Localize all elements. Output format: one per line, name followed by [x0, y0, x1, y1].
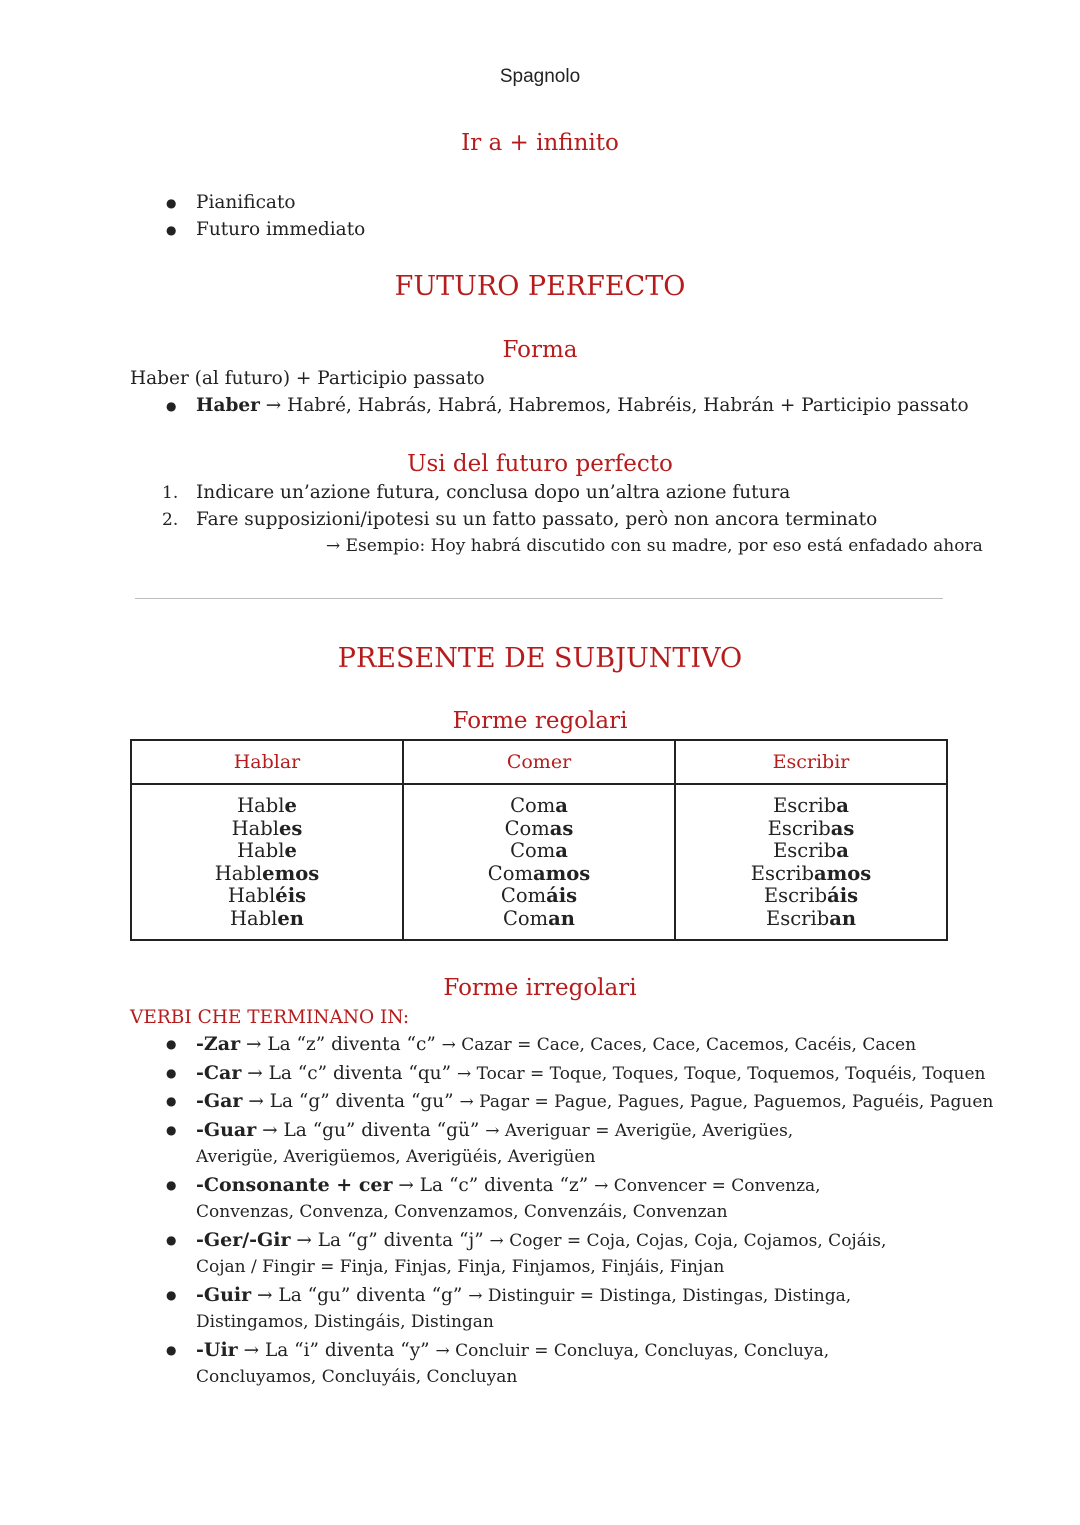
conjugation-form: [404, 840, 674, 863]
list-item: [130, 1117, 836, 1171]
conjugation-form: [676, 795, 946, 818]
list-item-text: Fare supposizioni/ipotesi su un fatto passato, però non ancora terminato: [196, 508, 878, 530]
conjugation-form: [132, 885, 402, 908]
verb-example: → Tocar = Toque, Toques, Toque, Toquemos, Toquéis, Toquen: [456, 1063, 986, 1084]
conjugation-form: [404, 863, 674, 886]
verb-ending: -Zar: [196, 1033, 241, 1055]
table-header-row: [131, 740, 947, 784]
conjugation-form: [404, 885, 674, 908]
ending: as: [549, 816, 574, 840]
stem: Escrib: [767, 816, 831, 840]
ir-a-bullets: [130, 190, 365, 243]
conjugation-form: [676, 885, 946, 908]
ending: an: [548, 906, 575, 930]
column-header-comer: Comer: [403, 740, 675, 784]
column-header-hablar: Hablar: [131, 740, 403, 784]
list-item: [130, 1282, 936, 1336]
comer-forms: [403, 784, 675, 940]
verb-example: → Concluir = Concluya, Concluyas, Concluya, Concluyamos, Concluyáis, Concluyan: [196, 1340, 830, 1387]
list-item: [130, 1031, 1030, 1059]
forme-irregolari-title: Forme irregolari: [443, 975, 637, 1001]
ending: en: [277, 906, 304, 930]
conjugation-table: [130, 739, 948, 941]
stem: Habl: [237, 839, 285, 863]
ir-a-infinito-title: Ir a + infinito: [461, 130, 619, 156]
forme-regolari-title: Forme regolari: [452, 708, 628, 734]
ending: as: [830, 816, 855, 840]
list-item: [130, 1060, 1030, 1088]
presente-subjuntivo-title: PRESENTE DE SUBJUNTIVO: [337, 643, 743, 674]
ending: a: [555, 794, 568, 817]
forma-text: Haber (al futuro) + Participio passato: [130, 368, 485, 389]
conjugation-form: [676, 863, 946, 886]
stem: Escrib: [773, 839, 837, 863]
conjugation-form: [404, 908, 674, 931]
verb-example: → Cazar = Cace, Caces, Cace, Cacemos, Cacéis, Cacen: [441, 1035, 917, 1055]
conjugation-form: [404, 795, 674, 818]
ending: an: [829, 906, 857, 930]
conjugation-form: [676, 818, 946, 841]
ending: áis: [827, 884, 859, 908]
stem: Com: [504, 816, 550, 840]
conjugation-form: [404, 818, 674, 841]
stem: Com: [487, 861, 533, 885]
list-item: [130, 480, 877, 507]
list-item-text: Indicare un’azione futura, conclusa dopo un’altra azione futura: [196, 482, 791, 503]
conjugation-form: [676, 840, 946, 863]
list-item: [130, 507, 877, 534]
forma-title: Forma: [502, 337, 578, 363]
list-number: 2.: [162, 509, 179, 530]
escribir-forms: [675, 784, 947, 940]
stem: Habl: [214, 861, 263, 885]
conjugation-form: [676, 908, 946, 931]
conjugation-form: [132, 840, 402, 863]
haber-bold: Haber: [196, 395, 260, 416]
stem: Escrib: [750, 861, 814, 885]
stem: Com: [500, 884, 547, 908]
list-number: 1.: [162, 483, 179, 503]
stem: Com: [510, 839, 556, 863]
verb-ending: -Guar: [196, 1118, 257, 1141]
haber-forms: → Habré, Habrás, Habrá, Habremos, Habréis, Habrán + Participio passato: [259, 395, 969, 416]
stem: Habl: [237, 794, 285, 817]
verbi-label: VERBI CHE TERMINANO IN:: [130, 1007, 410, 1028]
verb-ending: -Uir: [196, 1338, 238, 1361]
table-row: [131, 784, 947, 940]
ending: a: [836, 839, 849, 863]
verb-example: → Convencer = Convenza, Convenzas, Convenza, Convenzamos, Convenzáis, Convenzan: [196, 1175, 821, 1222]
spelling-rule: → La “g” diventa “j”: [290, 1229, 490, 1251]
stem: Escrib: [773, 794, 837, 817]
verb-ending: -Guir: [196, 1283, 252, 1306]
stem: Habl: [231, 816, 279, 840]
list-item: [130, 393, 969, 420]
spelling-rule: → La “z” diventa “c”: [240, 1034, 442, 1055]
futuro-perfecto-title: FUTURO PERFECTO: [394, 271, 686, 302]
divider: [135, 598, 943, 599]
verb-ending: -Consonante + cer: [196, 1173, 393, 1196]
usi-list: [130, 480, 877, 533]
ending: amos: [813, 861, 872, 885]
verb-example: → Pagar = Pague, Pagues, Pague, Paguemos, Paguéis, Paguen: [459, 1092, 994, 1112]
list-item: [130, 1088, 1030, 1116]
verb-ending: -Gar: [196, 1090, 243, 1112]
spelling-rule: → La “gu” diventa “gü”: [256, 1119, 486, 1141]
conjugation-form: [132, 908, 402, 931]
ending: emos: [262, 861, 320, 885]
ending: a: [555, 839, 568, 863]
list-item: [130, 1337, 926, 1391]
stem: Com: [503, 906, 549, 930]
list-item: [130, 1227, 916, 1281]
conjugation-form: [132, 818, 402, 841]
verb-ending: -Ger/-Gir: [196, 1228, 291, 1251]
list-item: [130, 1172, 896, 1226]
ending: áis: [546, 884, 578, 908]
verb-example: → Coger = Coja, Cojas, Coja, Cojamos, Cojáis, Cojan / Fingir = Finja, Finjas, Finja, Finjamos, Finjáis, Finjan: [196, 1230, 887, 1277]
usi-title: Usi del futuro perfecto: [407, 451, 673, 477]
ending: e: [284, 794, 297, 817]
haber-bullet: [130, 393, 969, 420]
stem: Habl: [230, 906, 278, 930]
conjugation-form: [132, 863, 402, 886]
ending: amos: [532, 861, 591, 885]
hablar-forms: [131, 784, 403, 940]
irregular-verbs-list: [130, 1031, 1030, 1392]
ending: es: [278, 816, 303, 840]
spelling-rule: → La “g” diventa “gu”: [242, 1091, 460, 1112]
conjugation-form: [132, 795, 402, 818]
list-item: ● Futuro immediato: [130, 217, 365, 244]
list-item: ● Pianificato: [130, 190, 365, 217]
stem: Escrib: [765, 906, 830, 930]
spelling-rule: → La “c” diventa “qu”: [241, 1062, 457, 1084]
esempio-text: → Esempio: Hoy habrá discutido con su madre, por eso está enfadado ahora: [326, 536, 983, 556]
ending: éis: [275, 884, 307, 908]
spelling-rule: → La “gu” diventa “g”: [251, 1284, 469, 1306]
spelling-rule: → La “i” diventa “y”: [237, 1339, 436, 1361]
ending: e: [284, 839, 297, 863]
verb-example: → Distinguir = Distinga, Distingas, Distinga, Distingamos, Distingáis, Distingan: [196, 1285, 852, 1332]
ending: a: [836, 794, 849, 817]
stem: Habl: [227, 884, 276, 908]
verb-ending: -Car: [196, 1061, 242, 1084]
spelling-rule: → La “c” diventa “z”: [392, 1174, 595, 1196]
column-header-escribir: Escribir: [675, 740, 947, 784]
stem: Com: [510, 794, 556, 817]
verb-example: → Averiguar = Averigüe, Averigües, Averigüe, Averigüemos, Averigüéis, Averigüen: [196, 1120, 794, 1167]
page-header: Spagnolo: [499, 66, 581, 87]
stem: Escrib: [763, 884, 828, 908]
